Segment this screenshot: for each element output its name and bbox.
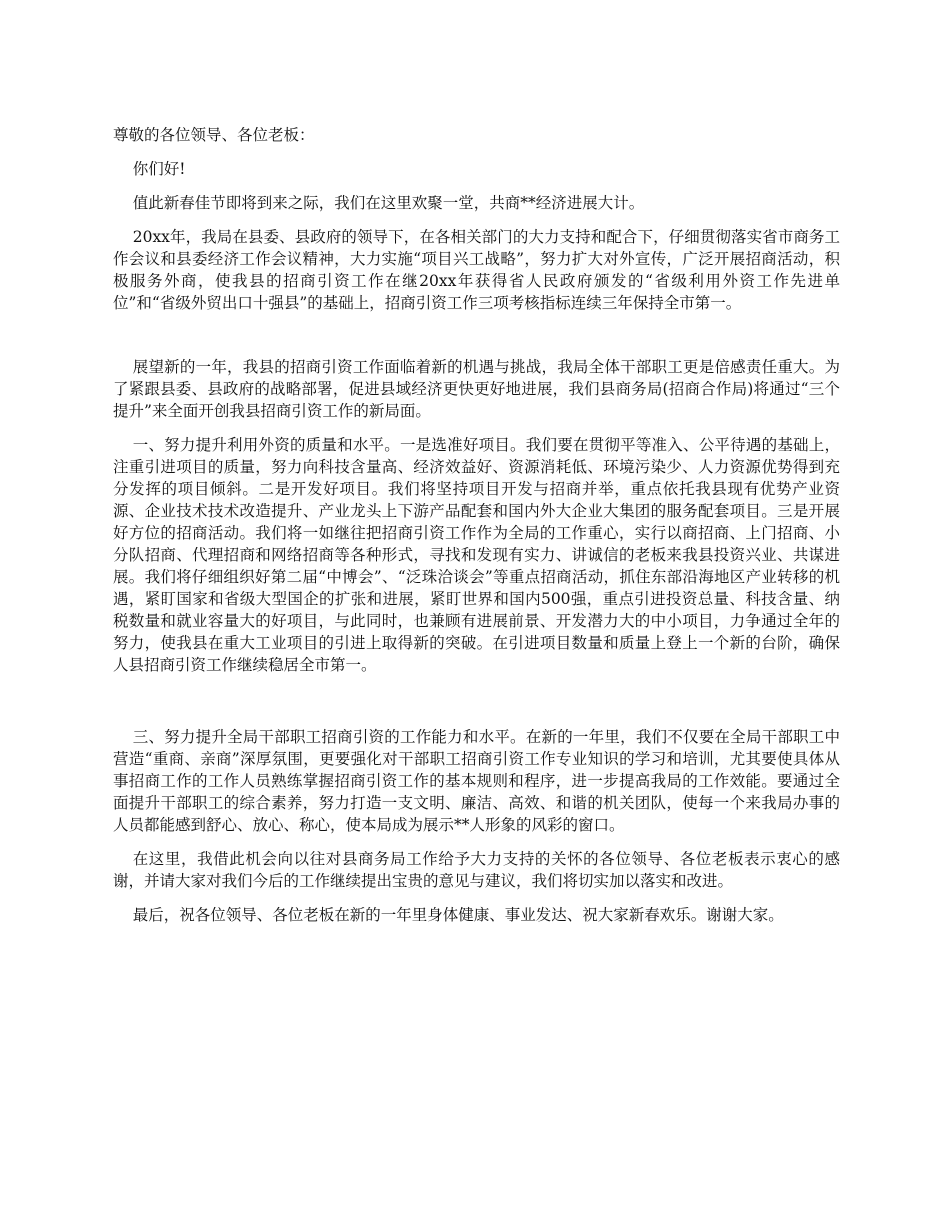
salutation: 尊敬的各位领导、各位老板： <box>113 126 315 144</box>
paragraph-point-one: 一、努力提升利用外资的质量和水平。一是选准好项目。我们要在贯彻平等准入、公平待遇的基础上，注重引进项目的质量，努力向科技含量高、经济效益好、资源消耗低、环境污染少、人力资源优势得到充分发挥的项目倾斜。二是开发好项目。我们将坚持项目开发与招商并举，重点依托我县现有优势产业资源、企业技术技术改造提升、产业龙头上下游产品配套和国内外大企业大集团的服务配套项目。三是开展好方位的招商活动。我们将一如继往把招商引资工作作为全局的工作重心，实行以商招商、上门招商、小分队招商、代理招商和网络招商等各种形式，寻找和发现有实力、讲诚信的老板来我县投资兴业、共谋进展。我们将仔细组织好第二届“中博会”、“泛珠洽谈会”等重点招商活动，抓住东部沿海地区产业转移的机遇，紧盯国家和省级大型国企的扩张和进展，紧盯世界和国内500强，重点引进投资总量、科技含量、纳税数量和就业容量大的好项目，与此同时，也兼顾有进展前景、开发潜力大的中小项目，力争通过全年的努力，使我县在重大工业项目的引进上取得新的突破。在引进项目数量和质量上登上一个新的台阶，确保人县招商引资工作继续稳居全市第一。 <box>113 436 840 674</box>
paragraph-closing: 最后，祝各位领导、各位老板在新的一年里身体健康、事业发达、祝大家新春欢乐。谢谢大家。 <box>132 906 784 924</box>
speech-document <box>113 124 840 938</box>
paragraph-point-three: 三、努力提升全局干部职工招商引资的工作能力和水平。在新的一年里，我们不仅要在全局干部职工中营造“重商、亲商”深厚氛围，更要强化对干部职工招商引资工作专业知识的学习和培训，尤其要使具体从事招商工作的工作人员熟练掌握招商引资工作的基本规则和程序，进一步提高我局的工作效能。要通过全面提升干部职工的综合素养，努力打造一支文明、廉洁、高效、和谐的机关团队，使每一个来我局办事的人员都能感到舒心、放心、称心，使本局成为展示**人形象的风彩的窗口。 <box>113 728 840 834</box>
paragraph-thanks: 在这里，我借此机会向以往对县商务局工作给予大力支持的关怀的各位领导、各位老板表示衷心的感谢，并请大家对我们今后的工作继续提出宝贵的意见与建议，我们将切实加以落实和改进。 <box>113 850 840 890</box>
paragraph-outlook: 展望新的一年，我县的招商引资工作面临着新的机遇与挑战，我局全体干部职工更是倍感责任重大。为了紧跟县委、县政府的战略部署，促进县域经济更快更好地进展，我们县商务局(招商合作局)将通过“三个提升”来全面开创我县招商引资工作的新局面。 <box>113 358 840 420</box>
greeting: 你们好! <box>132 160 186 178</box>
paragraph-review: 20xx年，我局在县委、县政府的领导下，在各相关部门的大力支持和配合下，仔细贯彻落实省市商务工作会议和县委经济工作会议精神，大力实施“项目兴工战略”，努力扩大对外宣传，广泛开展招商活动，积极服务外商，使我县的招商引资工作在继20xx年获得省人民政府颁发的“省级利用外资工作先进单位”和“省级外贸出口十强县”的基础上，招商引资工作三项考核指标连续三年保持全市第一。 <box>113 228 840 312</box>
paragraph-intro: 值此新春佳节即将到来之际，我们在这里欢聚一堂，共商**经济进展大计。 <box>132 194 645 212</box>
